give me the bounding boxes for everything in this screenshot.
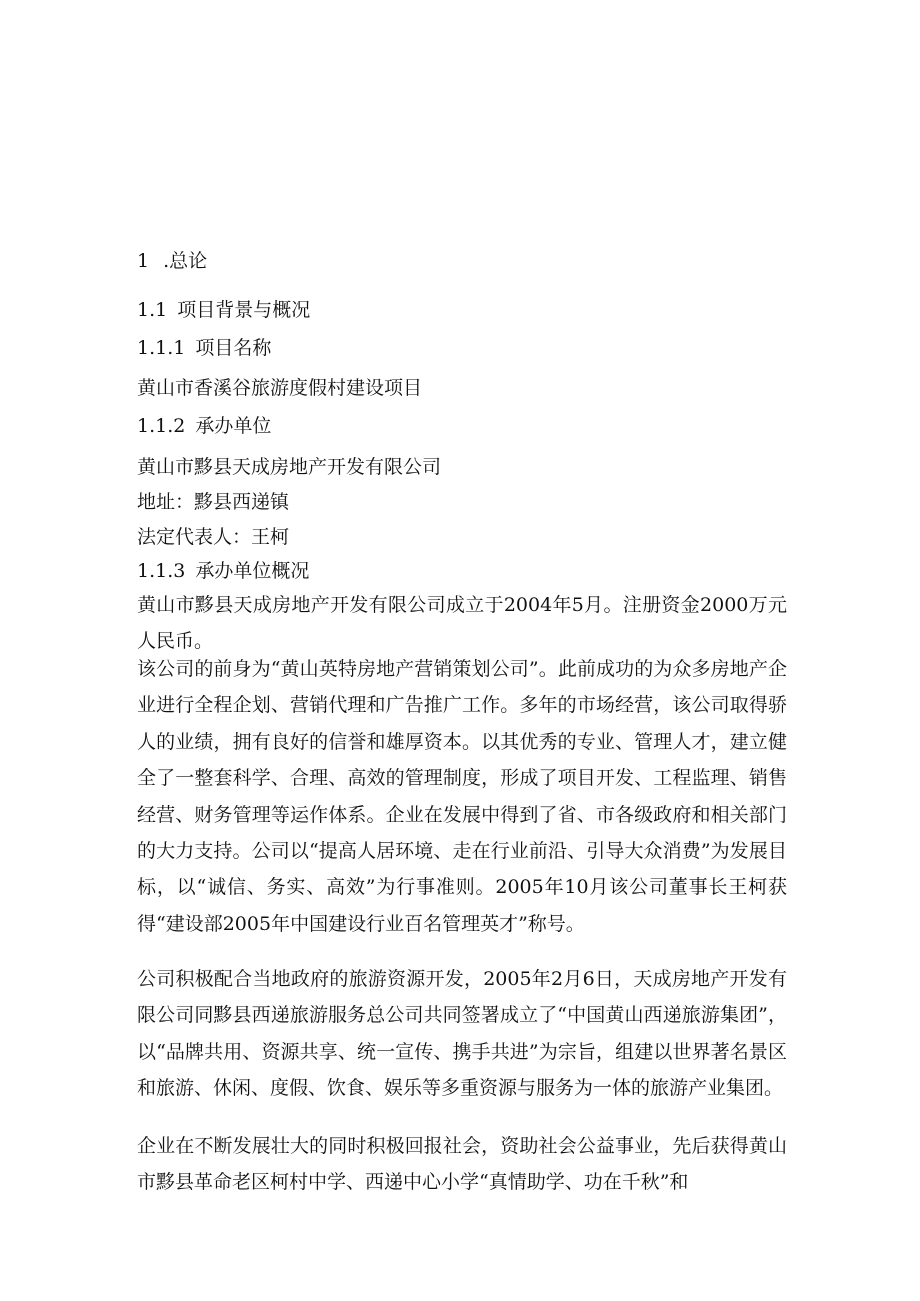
paragraph-tourism-group: 公司积极配合当地政府的旅游资源开发，2005年2月6日，天成房地产开发有限公司同黟县西递旅游服务总公司共同签署成立了“中国黄山西递旅游集团”，以“品牌共用、资源共享、统一宣传、携手共进”为宗旨，组建以世界著名景区和旅游、休闲、度假、饮食、娱乐等多重资源与服务为一体的旅游产业集团。 (137, 968, 787, 1100)
section-number: 1.1 (137, 299, 168, 321)
legal-representative: 法定代表人：王柯 (137, 526, 290, 548)
section-heading-1-1-2 (137, 413, 271, 439)
section-heading-1-1-1 (137, 335, 271, 361)
section-title: 承办单位概况 (195, 560, 310, 582)
chapter-heading (137, 248, 207, 274)
section-heading-1-1-3 (137, 558, 309, 584)
company-address: 地址：黟县西递镇 (137, 491, 290, 513)
section-number: 1.1.1 (137, 337, 186, 359)
section-title: 项目名称 (195, 337, 272, 359)
section-title: 承办单位 (195, 415, 272, 437)
section-heading-1-1 (137, 297, 310, 323)
chapter-number: 1 (137, 250, 150, 272)
project-name: 黄山市香溪谷旅游度假村建设项目 (137, 377, 423, 399)
paragraph-company-history: 该公司的前身为“黄山英特房地产营销策划公司”。此前成功的为众多房地产企业进行全程企划、营销代理和广告推广工作。多年的市场经营，该公司取得骄人的业绩，拥有良好的信誉和雄厚资本。以其优秀的专业、管理人才，建立健全了一整套科学、合理、高效的管理制度，形成了项目开发、工程监理、销售经营、财务管理等运作体系。企业在发展中得到了省、市各级政府和相关部门的大力支持。公司以“提高人居环境、走在行业前沿、引导大众消费”为发展目标，以“诚信、务实、高效”为行事准则。2005年10月该公司董事长王柯获得“建设部2005年中国建设行业百名管理英才”称号。 (137, 658, 787, 935)
section-number: 1.1.3 (137, 560, 186, 582)
section-title: 项目背景与概况 (177, 299, 311, 321)
section-number: 1.1.2 (137, 415, 186, 437)
chapter-title: .总论 (163, 250, 208, 272)
paragraph-company-founding: 黄山市黟县天成房地产开发有限公司成立于2004年5月。注册资金2000万元人民币。 (137, 594, 787, 653)
paragraph-social-contribution: 企业在不断发展壮大的同时积极回报社会，资助社会公益事业，先后获得黄山市黟县革命老区柯村中学、西递中心小学“真情助学、功在千秋”和 (137, 1135, 787, 1194)
company-name: 黄山市黟县天成房地产开发有限公司 (137, 456, 442, 478)
